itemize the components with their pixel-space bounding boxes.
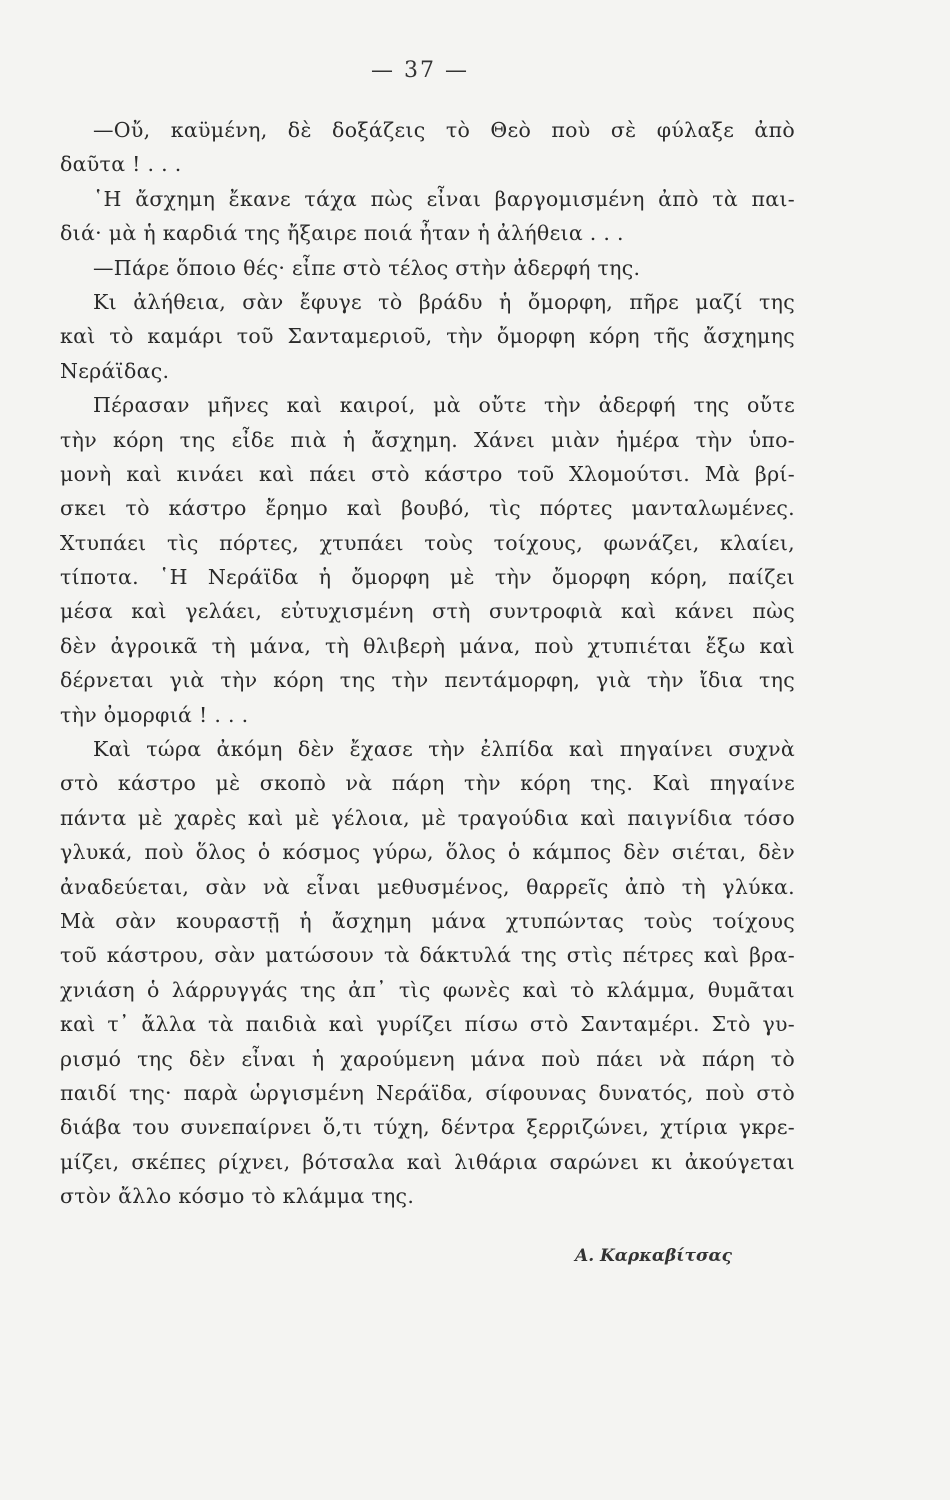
text-line: γλυκά, ποὺ ὅλος ὁ κόσμος γύρω, ὅλος ὁ κάμπος δὲν σιέται, δὲν [60, 840, 795, 865]
text-line: διά· μὰ ἡ καρδιά της ἤξαιρε ποιά ἦταν ἡ ἀλήθεια . . . [60, 221, 624, 246]
text-line: —Οὔ, καϋμένη, δὲ δοξάζεις τὸ Θεὸ ποὺ σὲ φύλαξε ἀπὸ [93, 118, 795, 142]
text-line: σκει τὸ κάστρο ἔρημο καὶ βουβό, τὶς πόρτες μανταλωμένες. [60, 496, 795, 521]
text-line: στὸν ἄλλο κόσμο τὸ κλάμμα της. [60, 1184, 415, 1209]
body-text [60, 113, 795, 1214]
text-line: Μὰ σὰν κουραστῇ ἡ ἄσχημη μάνα χτυπώντας τοὺς τοίχους [60, 908, 795, 933]
text-line: Νεράϊδας. [60, 358, 170, 383]
text-line: ῾Η ἄσχημη ἔκανε τάχα πὼς εἶναι βαργομισμένη ἀπὸ τὰ παι- [93, 186, 795, 211]
text-line: δὲν ἀγροικᾶ τὴ μάνα, τὴ θλιβερὴ μάνα, ποὺ χτυπιέται ἔξω καὶ [60, 633, 795, 658]
text-line: —Πάρε ὅποιο θές· εἶπε στὸ τέλος στὴν ἀδερφή της. [93, 255, 641, 280]
text-line: διάβα του συνεπαίρνει ὅ,τι τύχη, δέντρα ξερριζώνει, χτίρια γκρε- [60, 1115, 795, 1140]
text-line: χνιάση ὁ λάρρυγγάς της ἀπ᾽ τὶς φωνὲς καὶ τὸ κλάμμα, θυμᾶται [60, 977, 795, 1002]
text-line: ρισμό της δὲν εἶναι ἡ χαρούμενη μάνα ποὺ πάει νὰ πάρη τὸ [60, 1046, 795, 1071]
text-line: δαῦτα ! . . . [60, 152, 182, 177]
text-line: Χτυπάει τὶς πόρτες, χτυπάει τοὺς τοίχους, φωνάζει, κλαίει, [60, 530, 795, 555]
text-line: μονὴ καὶ κινάει καὶ πάει στὸ κάστρο τοῦ Χλομούτσι. Μὰ βρί- [60, 461, 795, 486]
page-number: — 37 — [371, 58, 469, 83]
text-line: στὸ κάστρο μὲ σκοπὸ νὰ πάρη τὴν κόρη της. Καὶ πηγαίνε [60, 771, 795, 796]
text-line: καὶ τὸ καμάρι τοῦ Σανταμεριοῦ, τὴν ὄμορφη κόρη τῆς ἄσχημης [60, 324, 795, 349]
text-line: τίποτα. ῾Η Νεράϊδα ἡ ὄμορφη μὲ τὴν ὄμορφη κόρη, παίζει [60, 565, 795, 590]
text-line: Καὶ τώρα ἀκόμη δὲν ἔχασε τὴν ἐλπίδα καὶ πηγαίνει συχνὰ [93, 737, 795, 762]
text-line: πάντα μὲ χαρὲς καὶ μὲ γέλοια, μὲ τραγούδια καὶ παιγνίδια τόσο [60, 805, 795, 830]
text-line: Κι ἀλήθεια, σὰν ἔφυγε τὸ βράδυ ἡ ὄμορφη, πῆρε μαζί της [93, 289, 795, 314]
text-line: ἀναδεύεται, σὰν νὰ εἶναι μεθυσμένος, θαρρεῖς ἀπὸ τὴ γλύκα. [60, 874, 795, 899]
text-line: παιδί της· παρὰ ὡργισμένη Νεράϊδα, σίφουνας δυνατός, ποὺ στὸ [60, 1080, 795, 1105]
text-line: μέσα καὶ γελάει, εὐτυχισμένη στὴ συντροφιὰ καὶ κάνει πὼς [60, 599, 795, 624]
text-line: καὶ τ᾽ ἄλλα τὰ παιδιὰ καὶ γυρίζει πίσω στὸ Σανταμέρι. Στὸ γυ- [60, 1012, 795, 1037]
text-line: μίζει, σκέπες ρίχνει, βότσαλα καὶ λιθάρια σαρώνει κι ἀκούγεται [60, 1149, 795, 1174]
text-line: δέρνεται γιὰ τὴν κόρη της τὴν πεντάμορφη, γιὰ τὴν ἴδια της [60, 668, 795, 693]
text-line: τὴν κόρη της εἶδε πιὰ ἡ ἄσχημη. Χάνει μιὰν ἡμέρα τὴν ὑπο- [60, 427, 795, 452]
author-signature: Α. Καρκαβίτσας [575, 1246, 732, 1266]
text-line: τοῦ κάστρου, σὰν ματώσουν τὰ δάκτυλά της στὶς πέτρες καὶ βρα- [60, 943, 795, 968]
text-line: τὴν ὀμορφιά ! . . . [60, 702, 249, 727]
text-line: Πέρασαν μῆνες καὶ καιροί, μὰ οὔτε τὴν ἀδερφή της οὔτε [93, 393, 795, 418]
